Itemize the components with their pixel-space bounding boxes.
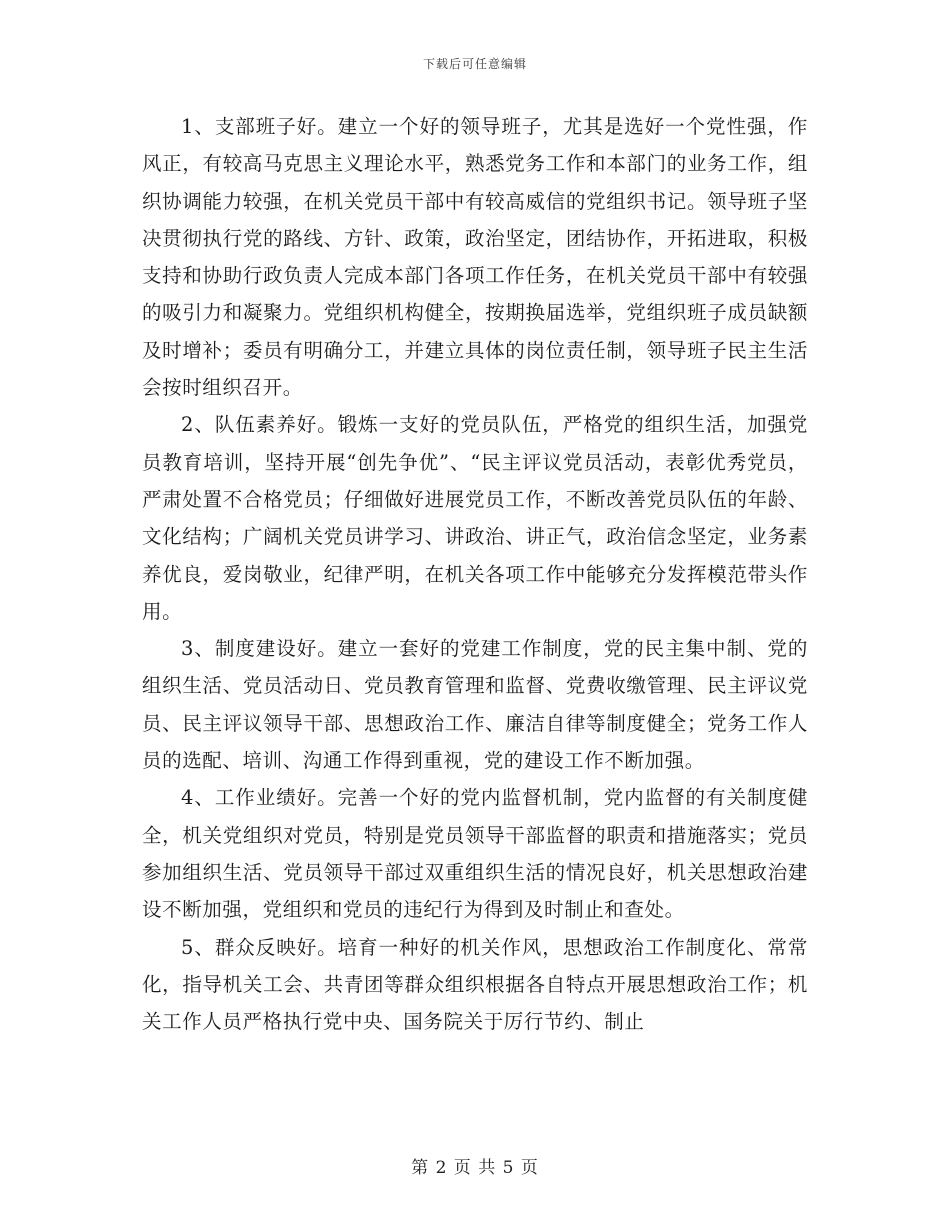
page-number: 第 2 页 共 5 页 xyxy=(411,1158,539,1178)
document-body xyxy=(142,108,808,1040)
paragraph-4: 4、工作业绩好。完善一个好的党内监督机制，党内监督的有关制度健全，机关党组织对党员，特别是党员领导干部监督的职责和措施落实；党员参加组织生活、党员领导干部过双重组织生活的情况良好，机关思想政治建设不断加强，党组织和党员的违纪行为得到及时制止和查处。 xyxy=(142,786,808,922)
paragraph-1: 1、支部班子好。建立一个好的领导班子，尤其是选好一个党性强，作风正，有较高马克思主义理论水平，熟悉党务工作和本部门的业务工作，组织协调能力较强，在机关党员干部中有较高威信的党组织书记。领导班子坚决贯彻执行党的路线、方针、政策，政治坚定，团结协作，开拓进取，积极支持和协助行政负责人完成本部门各项工作任务，在机关党员干部中有较强的吸引力和凝聚力。党组织机构健全，按期换届选举，党组织班子成员缺额及时增补；委员有明确分工，并建立具体的岗位责任制，领导班子民主生活会按时组织召开。 xyxy=(142,115,808,400)
paragraph-3: 3、制度建设好。建立一套好的党建工作制度，党的民主集中制、党的组织生活、党员活动日、党员教育管理和监督、党费收缴管理、民主评议党员、民主评议领导干部、思想政治工作、廉洁自律等制度健全；党务工作人员的选配、培训、沟通工作得到重视，党的建设工作不断加强。 xyxy=(142,637,808,773)
paragraph-5: 5、群众反映好。培育一种好的机关作风，思想政治工作制度化、常常化，指导机关工会、共青团等群众组织根据各自特点开展思想政治工作；机关工作人员严格执行党中央、国务院关于厉行节约、制止 xyxy=(142,935,808,1034)
header-note: 下载后可任意编辑 xyxy=(422,57,527,71)
paragraph-2: 2、队伍素养好。锻炼一支好的党员队伍，严格党的组织生活，加强党员教育培训，坚持开展“创先争优”、“民主评议党员活动，表彰优秀党员，严肃处置不合格党员；仔细做好进展党员工作，不断改善党员队伍的年龄、文化结构；广阔机关党员讲学习、讲政治、讲正气，政治信念坚定，业务素养优良，爱岗敬业，纪律严明，在机关各项工作中能够充分发挥模范带头作用。 xyxy=(142,413,808,623)
